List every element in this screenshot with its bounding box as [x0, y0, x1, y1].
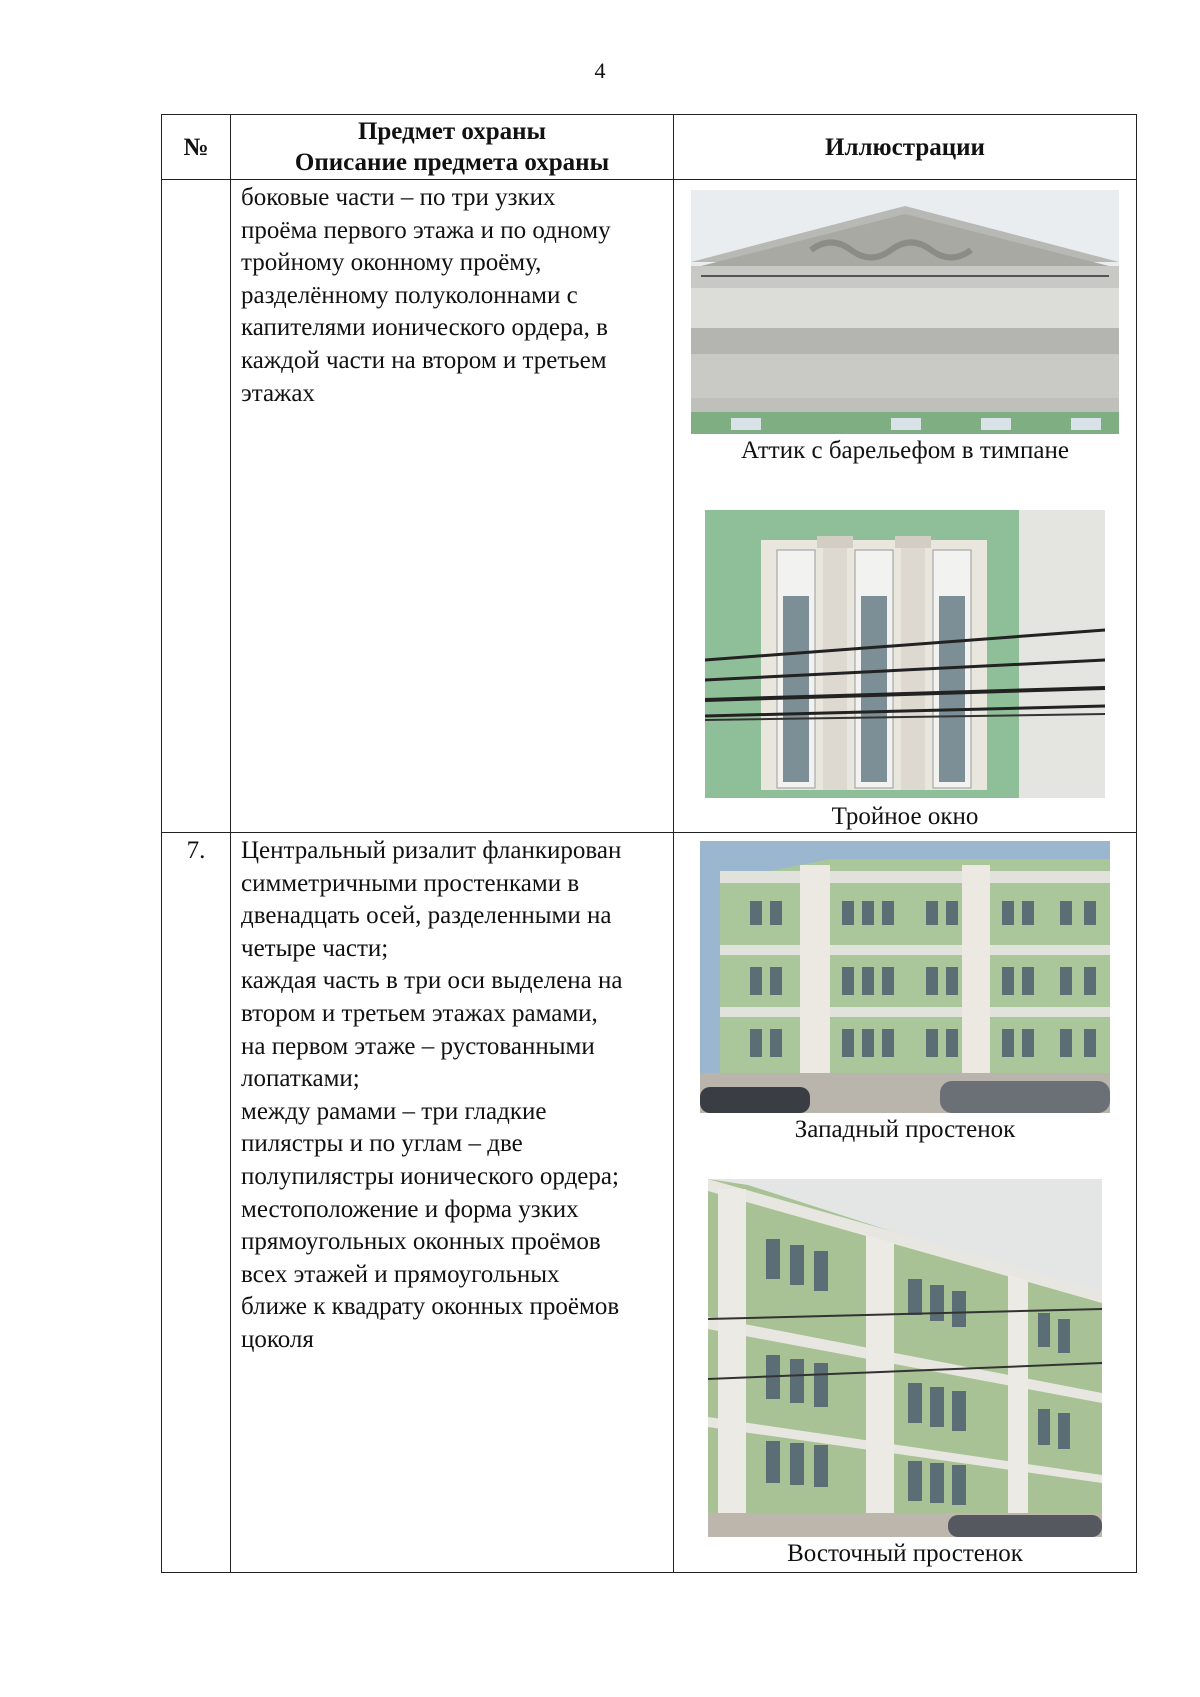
- header-subject-line1: Предмет охраны: [357, 118, 547, 145]
- row-description: [231, 833, 674, 1573]
- description-line: между рамами – три гладкие: [241, 1097, 547, 1125]
- photo-caption: Западный простенок: [794, 1116, 1016, 1143]
- description-line: местоположение и форма узких: [241, 1195, 579, 1223]
- protection-table: [161, 114, 1137, 1573]
- description-line: разделённому полуколоннами с: [241, 281, 578, 309]
- photo-caption: Тройное окно: [831, 803, 979, 830]
- east-pier-photo: [708, 1179, 1102, 1537]
- description-line: этажах: [241, 379, 315, 407]
- header-subject-line2: Описание предмета охраны: [294, 149, 610, 176]
- description-line: симметричными простенками в: [241, 869, 580, 897]
- row-number: [162, 180, 231, 833]
- description-line: каждой части на втором и третьем: [241, 346, 607, 374]
- description-line: прямоугольных оконных проёмов: [241, 1228, 601, 1256]
- photo-caption: Восточный простенок: [787, 1540, 1023, 1567]
- row-number: 7.: [162, 833, 231, 1573]
- description-line: втором и третьем этажах рамами,: [241, 999, 598, 1027]
- photo-caption: Аттик с барельефом в тимпане: [741, 437, 1069, 464]
- description-line: проёма первого этажа и по одному: [241, 216, 611, 244]
- table-row: [162, 833, 1137, 1573]
- row-illustrations: [674, 833, 1137, 1573]
- attic-photo: [691, 190, 1119, 434]
- table-row: [162, 180, 1137, 833]
- description-line: лопатками;: [241, 1065, 360, 1093]
- description-line: всех этажей и прямоугольных: [241, 1260, 560, 1288]
- row-illustrations: [674, 180, 1137, 833]
- header-subject: [231, 115, 674, 180]
- description-line: тройному оконному проёму,: [241, 249, 542, 277]
- header-illustrations: Иллюстрации: [674, 115, 1137, 180]
- description-line: на первом этаже – рустованными: [241, 1032, 595, 1060]
- description-line: цоколя: [241, 1325, 314, 1353]
- description-line: Центральный ризалит фланкирован: [241, 837, 622, 864]
- description-line: ближе к квадрату оконных проёмов: [241, 1293, 620, 1321]
- description-line: пилястры и по углам – две: [241, 1130, 523, 1158]
- description-line: четыре части;: [241, 934, 389, 962]
- description-line: капителями ионического ордера, в: [241, 314, 608, 342]
- description-line: каждая часть в три оси выделена на: [241, 967, 623, 995]
- table-header-row: [162, 115, 1137, 180]
- row-description: [231, 180, 674, 833]
- description-line: полупилястры ионического ордера;: [241, 1162, 619, 1190]
- west-pier-photo: [700, 841, 1110, 1113]
- description-line: двенадцать осей, разделенными на: [241, 902, 612, 930]
- description-line: боковые части – по три узких: [241, 184, 556, 211]
- triple-window-photo: [705, 510, 1105, 798]
- page-number: 4: [594, 58, 606, 83]
- header-number: №: [162, 115, 231, 180]
